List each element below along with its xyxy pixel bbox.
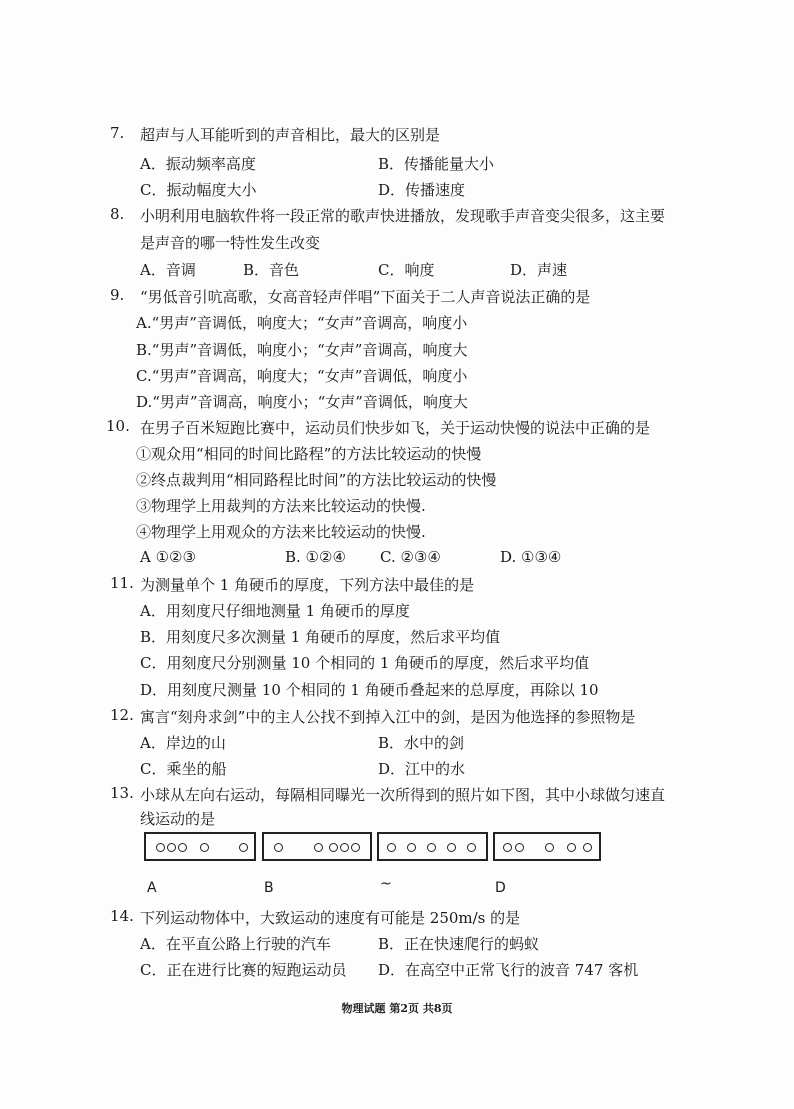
- ball: [515, 843, 524, 852]
- option-d: D. ①③④: [500, 548, 562, 566]
- option-a: A.“男声”音调低，响度大；“女声”音调高，响度小: [136, 314, 468, 332]
- option-d: D．传播速度: [378, 181, 466, 199]
- question-number: 14.: [110, 907, 134, 925]
- figure-label-d: D: [495, 880, 506, 896]
- ball: [239, 843, 248, 852]
- ball: [447, 843, 456, 852]
- option-c: C．乘坐的船: [140, 760, 227, 778]
- question-stem: “男低音引吭高歌，女高音轻声伴唱”下面关于二人声音说法正确的是: [140, 288, 591, 306]
- ball: [427, 843, 436, 852]
- figure-label-c: ~: [380, 876, 392, 892]
- ball: [178, 843, 187, 852]
- figure-label-b: B: [264, 880, 274, 896]
- option-c: C．正在进行比赛的短跑运动员: [140, 961, 347, 979]
- option-c: C．振动幅度大小: [140, 181, 257, 199]
- question-stem: 超声与人耳能听到的声音相比，最大的区别是: [140, 126, 441, 144]
- ball: [583, 843, 592, 852]
- option-d: D．在高空中正常飞行的波音 747 客机: [378, 961, 639, 979]
- option-a: A．音调: [140, 261, 196, 279]
- option-b: B．音色: [243, 261, 300, 279]
- ball: [167, 843, 176, 852]
- question-number: 12.: [110, 706, 134, 724]
- ball: [351, 843, 360, 852]
- question-stem-cont: 是声音的哪一特性发生改变: [140, 234, 321, 252]
- question-stem-cont: 线运动的是: [140, 810, 216, 828]
- option-b: B．用刻度尺多次测量 1 角硬币的厚度，然后求平均值: [140, 628, 501, 646]
- figure-box-a: [144, 832, 256, 861]
- statement-1: ①观众用“相同的时间比路程”的方法比较运动的快慢: [136, 445, 482, 463]
- option-a: A．岸边的山: [140, 734, 226, 752]
- question-stem: 小球从左向右运动，每隔相同曝光一次所得到的照片如下图，其中小球做匀速直: [140, 786, 666, 804]
- option-b: B.“男声”音调低，响度小；“女声”音调高，响度大: [136, 341, 468, 359]
- option-b: B．水中的剑: [378, 734, 465, 752]
- figure-box-c: [377, 832, 488, 861]
- ball: [387, 843, 396, 852]
- option-d: D．声速: [510, 261, 568, 279]
- statement-4: ④物理学上用观众的方法来比较运动的快慢.: [136, 523, 426, 541]
- option-c: C. ②③④: [380, 548, 441, 566]
- ball: [200, 843, 209, 852]
- figure-label-a: A: [147, 880, 157, 896]
- ball: [503, 843, 512, 852]
- ball: [407, 843, 416, 852]
- figure-box-b: [262, 832, 372, 861]
- question-stem: 寓言“刻舟求剑”中的主人公找不到掉入江中的剑，是因为他选择的参照物是: [140, 708, 636, 726]
- statement-3: ③物理学上用裁判的方法来比较运动的快慢.: [136, 497, 426, 515]
- statement-2: ②终点裁判用“相同路程比时间”的方法比较运动的快慢: [136, 471, 497, 489]
- figure-box-d: [493, 832, 601, 861]
- ball: [329, 843, 338, 852]
- option-a: A．用刻度尺仔细地测量 1 角硬币的厚度: [140, 602, 410, 620]
- ball: [545, 843, 554, 852]
- question-number: 10.: [106, 417, 130, 435]
- option-b: B．正在快速爬行的蚂蚁: [378, 935, 540, 953]
- question-number: 9.: [110, 286, 125, 304]
- option-d: D.“男声”音调高，响度小；“女声”音调低，响度大: [136, 393, 468, 411]
- option-a: A ①②③: [140, 548, 196, 566]
- option-c: C.“男声”音调高，响度大；“女声”音调低，响度小: [136, 367, 468, 385]
- option-b: B. ①②④: [285, 548, 346, 566]
- question-stem: 小明利用电脑软件将一段正常的歌声快进播放，发现歌手声音变尖很多，这主要: [140, 207, 666, 225]
- page-footer: 物理试题 第2页 共8页: [341, 1002, 453, 1015]
- ball: [467, 843, 476, 852]
- ball: [314, 843, 323, 852]
- question-stem: 为测量单个 1 角硬币的厚度，下列方法中最佳的是: [140, 576, 475, 594]
- option-d: D．江中的水: [378, 760, 466, 778]
- option-c: C．响度: [378, 261, 435, 279]
- option-a: A．振动频率高度: [140, 155, 256, 173]
- ball: [340, 843, 349, 852]
- ball: [567, 843, 576, 852]
- ball: [156, 843, 165, 852]
- question-stem: 下列运动物体中，大致运动的速度有可能是 250m/s 的是: [140, 909, 521, 927]
- question-number: 8.: [110, 205, 125, 223]
- ball: [274, 843, 283, 852]
- option-c: C．用刻度尺分别测量 10 个相同的 1 角硬币的厚度，然后求平均值: [140, 654, 590, 672]
- option-d: D．用刻度尺测量 10 个相同的 1 角硬币叠起来的总厚度，再除以 10: [140, 681, 599, 699]
- option-b: B．传播能量大小: [378, 155, 495, 173]
- option-a: A．在平直公路上行驶的汽车: [140, 935, 331, 953]
- question-number: 13.: [110, 784, 134, 802]
- question-stem: 在男子百米短跑比赛中，运动员们快步如飞，关于运动快慢的说法中正确的是: [140, 419, 651, 437]
- question-number: 7.: [110, 124, 125, 142]
- question-number: 11.: [110, 574, 134, 592]
